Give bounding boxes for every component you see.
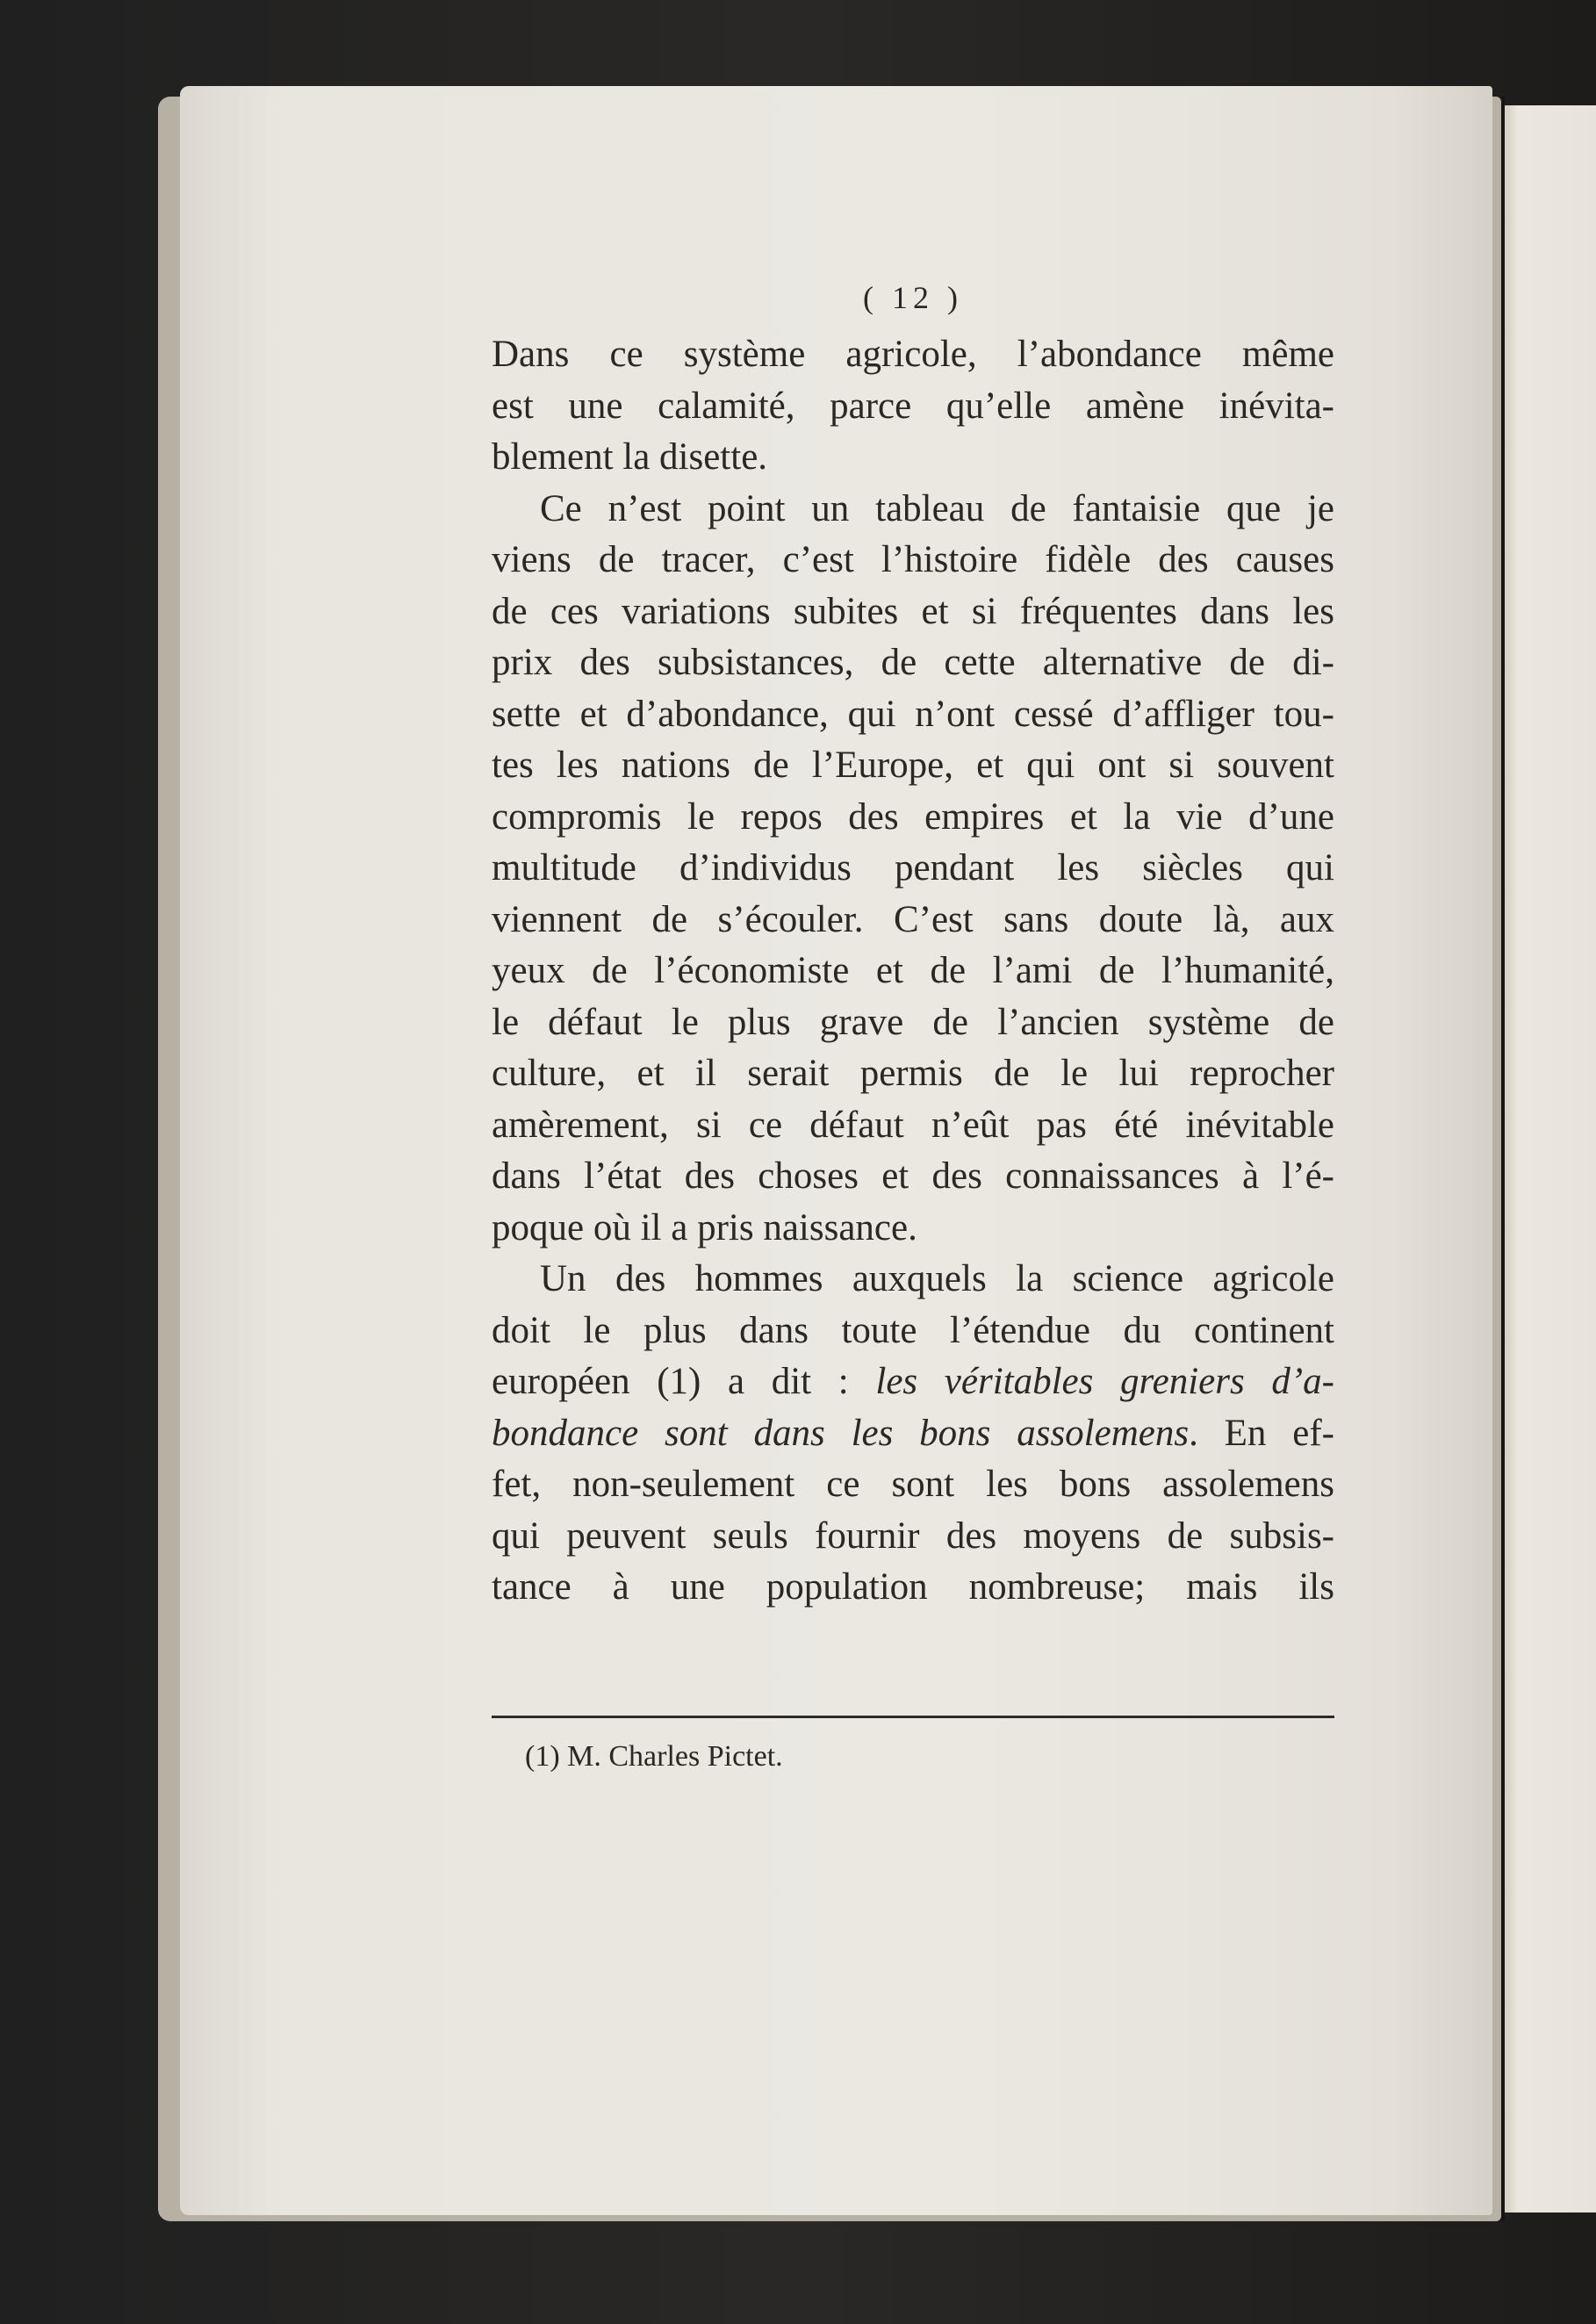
page-body [492, 329, 1334, 1614]
text-line: est une calamité, parce qu’elle amène inévita- [492, 385, 1334, 427]
text-line [492, 1408, 1334, 1460]
text-line: compromis le repos des empires et la vie d’une [492, 795, 1334, 838]
text-line: le défaut le plus grave de l’ancien système de [492, 1001, 1334, 1043]
text-line: sette et d’abondance, qui n’ont cessé d’affliger tou- [492, 693, 1334, 735]
text-line: doit le plus dans toute l’étendue du continent [492, 1309, 1334, 1351]
text-run: européen (1) a dit : [492, 1361, 876, 1402]
text-line: Un des hommes auxquels la science agricole [540, 1258, 1334, 1299]
text-line: tance à une population nombreuse; mais ils [492, 1566, 1334, 1608]
text-line: poque où il a pris naissance. [492, 1206, 917, 1248]
text-line: dans l’état des choses et des connaissances à l’é- [492, 1155, 1334, 1197]
italic-quote: bondance sont dans les bons assolemens [492, 1412, 1190, 1454]
text-line: de ces variations subites et si fréquentes dans les [492, 590, 1334, 632]
text-line: yeux de l’économiste et de l’ami de l’humanité, [492, 950, 1334, 991]
text-line [492, 1356, 1334, 1408]
text-line: viennent de s’écouler. C’est sans doute là, aux [492, 898, 1334, 940]
footnote-rule [492, 1716, 1334, 1718]
text-line: prix des subsistances, de cette alternative de di- [492, 642, 1334, 683]
text-line: multitude d’individus pendant les siècles qui [492, 847, 1334, 889]
italic-quote: les véritables greniers d’a- [875, 1361, 1335, 1402]
text-line: tes les nations de l’Europe, et qui ont si souvent [492, 745, 1334, 786]
facing-page-edge [1492, 105, 1596, 2212]
text-line: fet, non-seulement ce sont les bons assolemens [492, 1464, 1334, 1505]
text-line: Ce n’est point un tableau de fantaisie que je [540, 487, 1334, 529]
text-line: Dans ce système agricole, l’abondance même [492, 334, 1334, 375]
text-line: qui peuvent seuls fournir des moyens de subsis- [492, 1515, 1334, 1557]
footnote: (1) M. Charles Pictet. [525, 1740, 783, 1773]
text-run: . En ef- [1189, 1412, 1334, 1454]
text-line: blement la disette. [492, 436, 768, 478]
text-line: culture, et il serait permis de le lui reprocher [492, 1053, 1334, 1094]
text-line: viens de tracer, c’est l’histoire fidèle des causes [492, 539, 1334, 580]
page-number: ( 12 ) [863, 280, 963, 315]
text-line: amèrement, si ce défaut n’eût pas été inévitable [492, 1104, 1334, 1146]
